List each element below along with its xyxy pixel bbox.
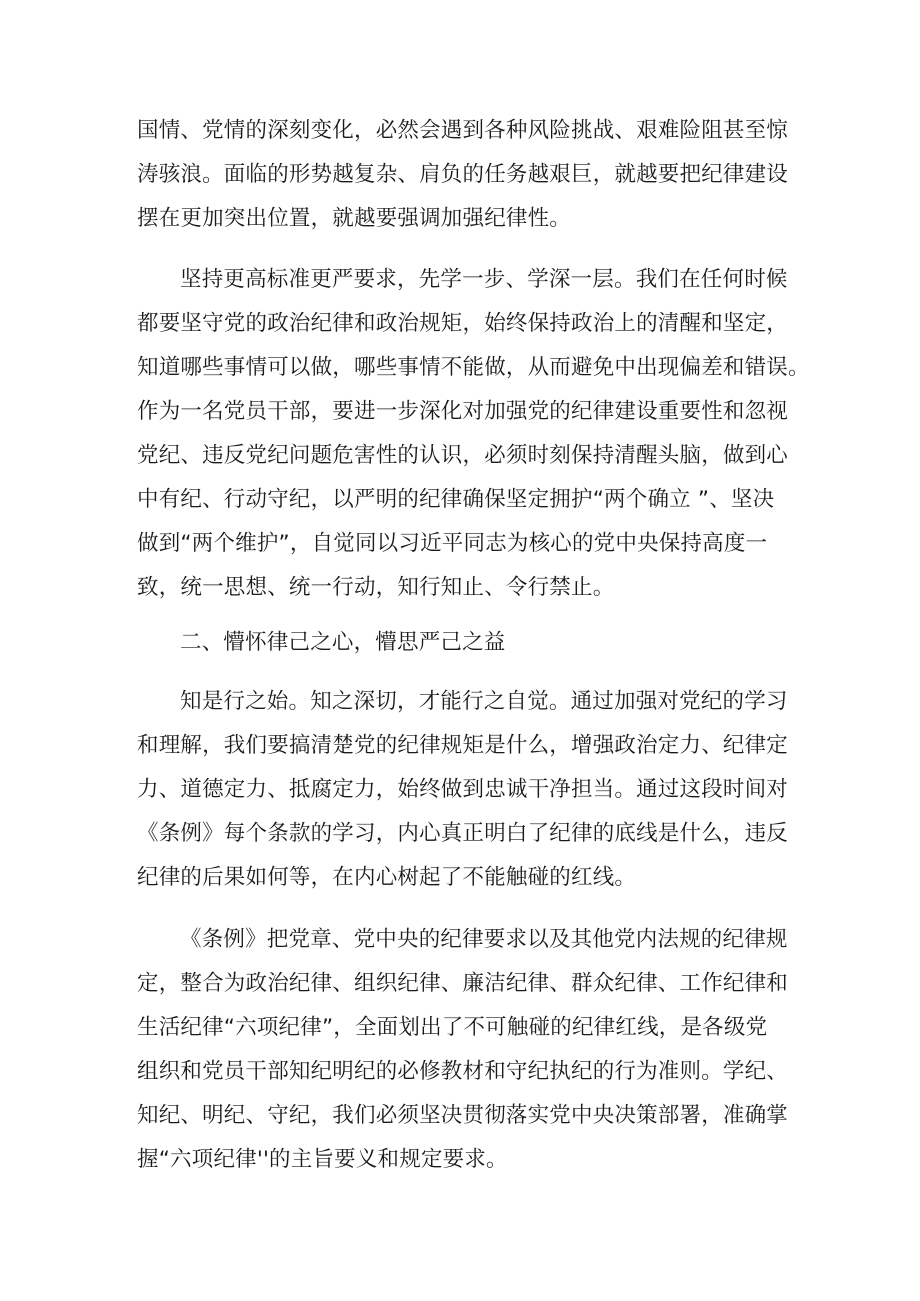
text-line: 《条例》把党章、党中央的纪律要求以及其他党内法规的纪律规	[180, 927, 788, 952]
text-line: 做到“两个维护”，自觉同以习近平同志为核心的党中央保持高度一	[137, 531, 768, 556]
text-line: 知是行之始。知之深切，才能行之自觉。通过加强对党纪的学习	[180, 689, 788, 714]
text-line: 致，统一思想、统一行动，知行知止、令行禁止。	[137, 575, 615, 600]
text-line: 《条例》每个条款的学习，内心真正明白了纪律的底线是什么，违反	[137, 821, 789, 846]
text-line: 涛骇浪。面临的形势越复杂、肩负的任务越艰巨，就越要把纪律建设	[137, 162, 789, 187]
text-line: 作为一名党员干部，要进一步深化对加强党的纪律建设重要性和忽视	[137, 399, 789, 424]
heading-text: 二、懵怀律己之心，懵思严己之益	[180, 630, 506, 655]
text-line: 握“六项纪律''的主旨要义和规定要求。	[137, 1147, 508, 1172]
text-line: 生活纪律“六项纪律”，全面划出了不可触碰的纪律红线，是各级党	[137, 1015, 768, 1040]
text-line: 都要坚守党的政治纪律和政治规矩，始终保持政治上的清醒和坚定，	[137, 311, 789, 336]
text-line: 党纪、违反党纪问题危害性的认识，必须时刻保持清醒头脑，做到心	[137, 443, 789, 468]
text-line: 组织和党员干部知纪明纪的必修教材和守纪执纪的行为准则。学纪、	[137, 1059, 789, 1084]
text-line: 坚持更高标准更严要求，先学一步、学深一层。我们在任何时候	[180, 267, 788, 292]
text-line: 和理解，我们要搞清楚党的纪律规矩是什么，增强政治定力、纪律定	[137, 733, 789, 758]
text-line: 纪律的后果如何等，在内心树起了不能触碰的红线。	[137, 865, 637, 890]
text-line: 知道哪些事情可以做，哪些事情不能做，从而避免中出现偏差和错误。	[137, 355, 810, 380]
text-line: 国情、党情的深刻变化，必然会遇到各种风险挑战、艰难险阻甚至惊	[137, 118, 789, 143]
text-line: 力、道德定力、抵腐定力，始终做到忠诚干净担当。通过这段时间对	[137, 777, 789, 802]
text-line: 知纪、明纪、守纪，我们必须坚决贯彻落实党中央决策部署，准确掌	[137, 1103, 789, 1128]
text-line: 摆在更加突出位置，就越要强调加强纪律性。	[137, 206, 572, 231]
text-line: 定，整合为政治纪律、组织纪律、廉洁纪律、群众纪律、工作纪律和	[137, 971, 789, 996]
text-line: 中有纪、行动守纪，以严明的纪律确保坚定拥护“两个确立 ”、坚决	[137, 487, 775, 512]
